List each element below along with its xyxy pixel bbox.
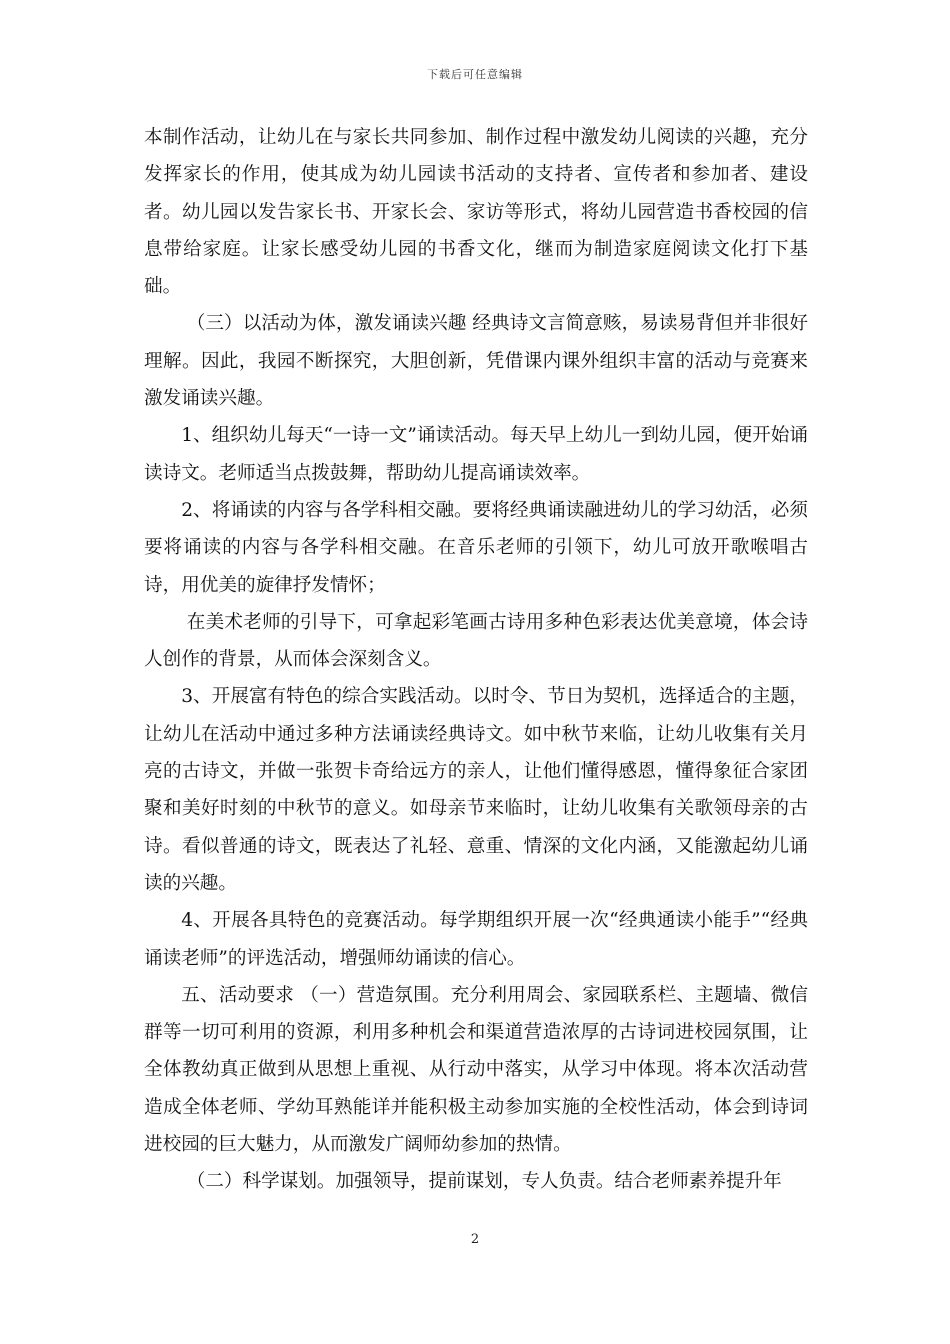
paragraph: （三）以活动为体，激发诵读兴趣 经典诗文言简意赅，易读易背但并非很好理解。因此，我园不断探究，大胆创新，凭借课内课外组织丰富的活动与竞赛来激发诵读兴趣。 <box>144 313 808 410</box>
paragraph: 本制作活动，让幼儿在与家长共同参加、制作过程中激发幼儿阅读的兴趣，充分发挥家长的作用，使其成为幼儿园读书活动的支持者、宣传者和参加者、建设者。幼儿园以发告家长书、开家长会、家访等形式，将幼儿园营造书香校园的信息带给家庭。让家长感受幼儿园的书香文化，继而为制造家庭阅读文化打下基础。 <box>144 127 808 298</box>
paragraph: 4、开展各具特色的竞赛活动。每学期组织开展一次“经典通读小能手”“经典诵读老师”的评选活动，增强师幼诵读的信心。 <box>144 910 808 969</box>
paragraph: 3、开展富有特色的综合实践活动。以时令、节日为契机，选择适合的主题，让幼儿在活动中通过多种方法诵读经典诗文。如中秋节来临，让幼儿收集有关月亮的古诗文，并做一张贺卡奇给远方的亲人，让他们懂得感恩，懂得象征合家团聚和美好时刻的中秋节的意义。如母亲节来临时，让幼儿收集有关歌领母亲的古诗。看似普通的诗文，既表达了礼轻、意重、情深的文化内涵，又能激起幼儿诵读的兴趣。 <box>144 686 808 894</box>
page-number: 2 <box>470 1232 480 1247</box>
paragraph: （二）科学谋划。加强领导，提前谋划，专人负责。结合老师素养提升年 <box>186 1171 782 1193</box>
paragraph: 在美术老师的引导下，可拿起彩笔画古诗用多种色彩表达优美意境，体会诗人创作的背景，从而体会深刻含义。 <box>144 611 808 671</box>
paragraph: 2、将诵读的内容与各学科相交融。要将经典诵读融进幼儿的学习幼活，必须要将诵读的内容与各学科相交融。在音乐老师的引领下，幼儿可放开歌喉唱古诗，用优美的旋律抒发情怀； <box>144 499 808 596</box>
page-header: 下载后可任意编辑 <box>427 68 523 81</box>
paragraph: 五、活动要求 （一）营造氛围。充分利用周会、家园联系栏、主题墙、微信群等一切可利用的资源，利用多种机会和渠道营造浓厚的古诗词进校园氛围，让全体教幼真正做到从思想上重视、从行动中落实，从学习中体现。将本次活动营造成全体老师、学幼耳熟能详并能积极主动参加实施的全校性活动，体会到诗词进校园的巨大魅力，从而激发广阔师幼参加的热情。 <box>144 984 808 1156</box>
paragraph: 1、组织幼儿每天“一诗一文”诵读活动。每天早上幼儿一到幼儿园，便开始诵读诗文。老师适当点拨鼓舞，帮助幼儿提高诵读效率。 <box>144 425 808 484</box>
document-body <box>144 119 808 1201</box>
